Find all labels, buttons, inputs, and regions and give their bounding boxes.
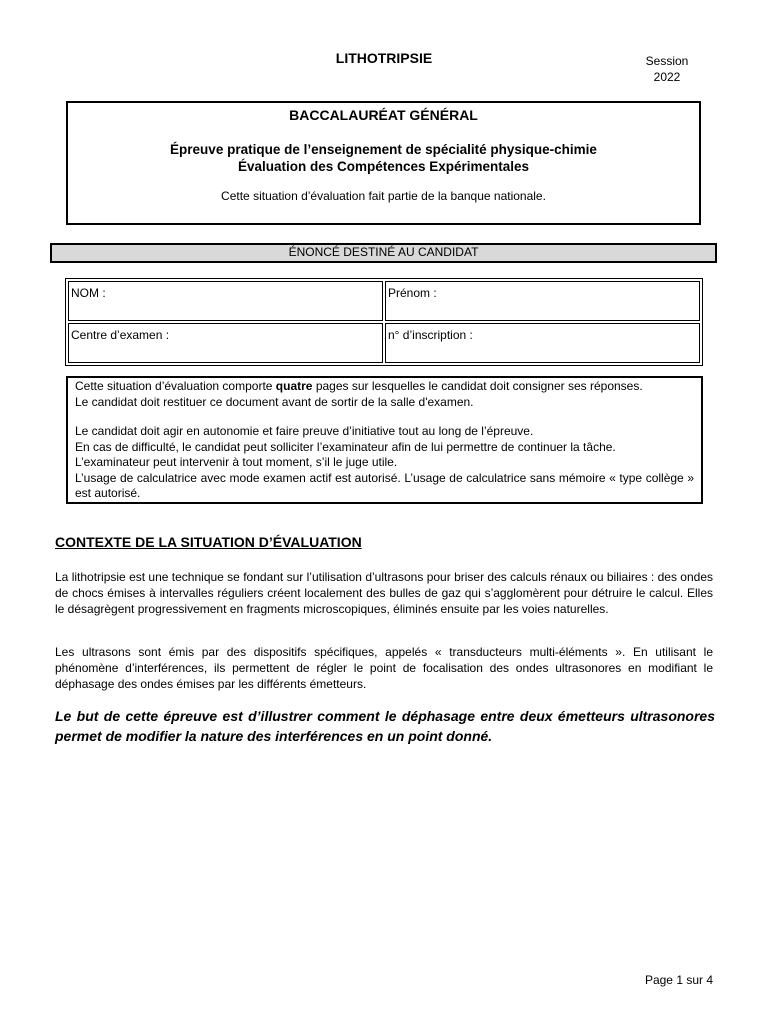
session-info bbox=[632, 53, 702, 85]
context-paragraph-1: La lithotripsie est une technique se fondant sur l’utilisation d’ultrasons pour briser des calculs rénaux ou biliaires : des ondes de chocs émises à intervalles réguliers créent localement des bulles de gaz qui s’agglomèrent pour détruire le calcul. Elles le désagrègent progressivement en fragments microscopiques, éliminés ensuite par les voies naturelles. bbox=[55, 570, 713, 616]
epreuve-goal: Le but de cette épreuve est d’illustrer comment le déphasage entre deux émetteurs ultrasonores permet de modifier la nature des interférences en un point donné. bbox=[55, 708, 715, 744]
instruction-autonomie: Le candidat doit agir en autonomie et faire preuve d’initiative tout au long de l’épreuve. bbox=[75, 424, 534, 438]
prenom-field[interactable]: Prénom : bbox=[385, 281, 700, 321]
instruction-pages-post: pages sur lesquelles le candidat doit consigner ses réponses. bbox=[312, 379, 643, 393]
context-heading: CONTEXTE DE LA SITUATION D’ÉVALUATION bbox=[55, 534, 362, 550]
epreuve-line-2: Évaluation des Compétences Expérimentales bbox=[237, 159, 530, 174]
bac-title: BACCALAURÉAT GÉNÉRAL bbox=[289, 107, 478, 123]
instructions-box bbox=[66, 376, 703, 504]
instruction-pages-count: quatre bbox=[275, 379, 313, 393]
page-number: Page 1 sur 4 bbox=[644, 973, 713, 987]
instruction-difficulte: En cas de difficulté, le candidat peut solliciter l’examinateur afin de lui permettre de continuer la tâche. bbox=[75, 439, 616, 454]
table-row bbox=[68, 323, 700, 363]
instruction-restituer: Le candidat doit restituer ce document avant de sortir de la salle d'examen. bbox=[75, 394, 474, 409]
document-title: LITHOTRIPSIE bbox=[335, 50, 433, 66]
instruction-pages-pre: Cette situation d’évaluation comporte bbox=[75, 379, 276, 393]
instruction-pages bbox=[75, 379, 694, 395]
epreuve-line-1: Épreuve pratique de l’enseignement de spécialité physique-chimie bbox=[170, 142, 597, 157]
centre-examen-field[interactable]: Centre d’examen : bbox=[68, 323, 383, 363]
instruction-calculatrice: L’usage de calculatrice avec mode examen actif est autorisé. L’usage de calculatrice sans mémoire « type collège » est autorisé. bbox=[75, 470, 694, 500]
banque-note: Cette situation d’évaluation fait partie de la banque nationale. bbox=[221, 189, 546, 203]
epreuve-title bbox=[68, 141, 699, 175]
session-label: Session bbox=[645, 54, 689, 68]
session-year: 2022 bbox=[653, 70, 681, 84]
context-paragraph-2: Les ultrasons sont émis par des dispositifs spécifiques, appelés « transducteurs multi-éléments ». En utilisant le phénomène d’interférences, ils permettent de régler le point de focalisation des ondes ultrasonores en modifiant le déphasage des ondes émises par les différents émetteurs. bbox=[55, 645, 713, 691]
instruction-examinateur: L’examinateur peut intervenir à tout moment, s’il le juge utile. bbox=[75, 455, 398, 469]
exam-header-box bbox=[66, 101, 701, 225]
table-row bbox=[68, 281, 700, 321]
candidate-id-table bbox=[65, 278, 703, 366]
enonce-banner: ÉNONCÉ DESTINÉ AU CANDIDAT bbox=[50, 243, 717, 263]
nom-field[interactable]: NOM : bbox=[68, 281, 383, 321]
inscription-field[interactable]: n° d’inscription : bbox=[385, 323, 700, 363]
